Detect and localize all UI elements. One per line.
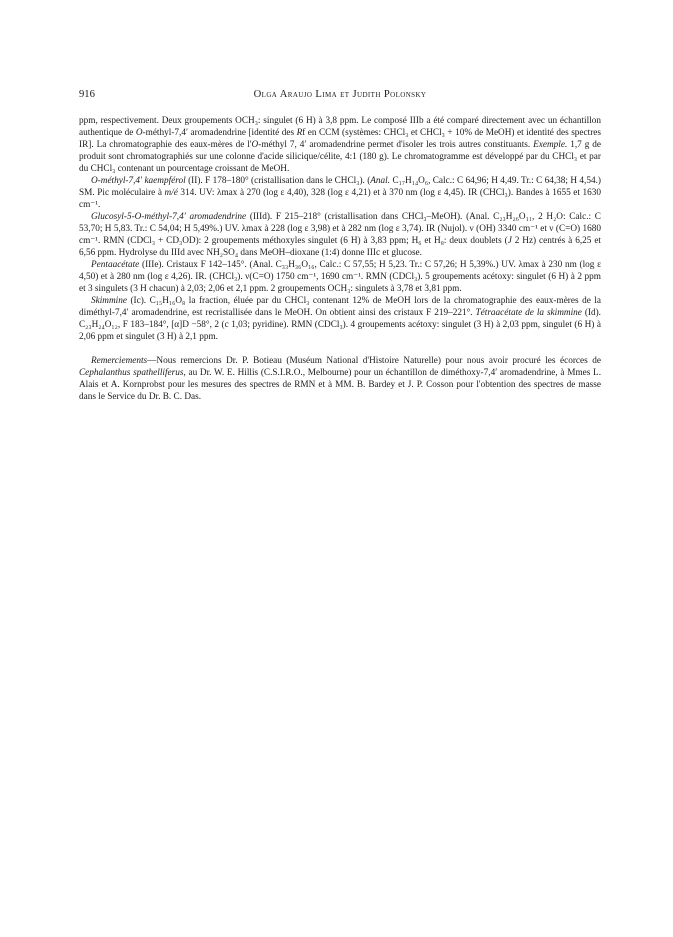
- italic-text: O: [135, 128, 143, 138]
- italic-text: Pentaacétate: [91, 260, 140, 270]
- text-run: (II). F 178–180° (cristallisation dans le CHCl₃). (: [185, 176, 371, 186]
- body-paragraph: [79, 115, 601, 175]
- page-number: 916: [79, 89, 95, 100]
- page-header: [79, 89, 601, 103]
- italic-text: Exemple.: [533, 140, 568, 150]
- text-run: C₁₇H₁₄O₆, Calc.: C 64,96; H 4,49. Tr.: C 64,38; H 4,54.) SM. Pic moléculaire à: [79, 176, 601, 198]
- body-paragraph: [79, 259, 601, 295]
- running-head: Olga Araujo Lima et Judith Polonsky: [253, 89, 427, 100]
- italic-text: O-méthyl-7,4′ kaempférol: [91, 176, 186, 186]
- text-run: ppm, respectivement. Deux groupements OCH₃: singulet (6 H) à 3,8 ppm. Le composé IIIb a été comparé directement avec un échantillon authentique de: [79, 116, 601, 138]
- italic-text: O: [251, 140, 259, 150]
- text-run: 2 Hz) centrés à 6,25 et 6,56 ppm. Hydrolyse du IIId avec NH₂SO₄ dans MeOH–dioxane (1:4) donne IIIc et glucose.: [79, 236, 601, 258]
- body-paragraph: [79, 175, 601, 211]
- text-run: -méthyl 7, 4′ aromadendrine permet d'isoler les trois autres constituants.: [258, 140, 534, 150]
- italic-text: Cephalanthus spathelliferus: [79, 368, 184, 378]
- italic-text: J: [507, 236, 512, 246]
- article-body: [79, 115, 601, 403]
- text-run: f en CCM (systèmes: CHCl₃ et CHCl₃ + 10% de MeOH) et identité des spectres IR]. La chromatographie des eaux-mères de l': [79, 128, 601, 150]
- italic-text: m/é: [164, 188, 178, 198]
- italic-text: Anal.: [370, 176, 391, 186]
- body-paragraph: [79, 211, 601, 259]
- text-run: (IIIe). Cristaux F 142–145°. (Anal. C₃₃H₃₆O₁₆, Calc.: C 57,55; H 5,23. Tr.: C 57,26; H 5,39%.) UV. λmax à 230 nm (log ε 4,50) et à 280 nm (log ε 4,26). IR. (CHCl₃). ν(C=O) 1750 cm⁻¹, 1690 cm⁻¹. RMN (CDCl₃). 5 groupements acétoxy: singulet (6 H) à 2 ppm et 3 singulets (3 H chacun) à 2,03; 2,06 et 2,1 ppm. 2 groupements OCH₃: singulets à 3,78 et 3,81 ppm.: [79, 260, 601, 294]
- text-run: (IIId). F 215–218° (cristallisation dans CHCl₃–MeOH). (Anal. C₂₃H₂₆O₁₁, 2 H₂O: Calc.: C 53,70; H 5,83. Tr.: C 54,04; H 5,49%.) UV. λmax à 228 (log ε 3,98) et à 282 nm (log ε 3,74). IR (Nujol). ν (OH) 3340 cm⁻¹ et ν (C=O) 1680 cm⁻¹. RMN (CDCl₃ + CD₃OD): 2 groupements méthoxyles singulet (6 H) à 3,83 ppm; H₆ et H₈: deux doublets (: [79, 212, 601, 246]
- text-run: 1,7 g de produit sont chromatographiés sur une colonne d'acide silicique/célite, 4:1 (180 g). Le chromatogramme est développé par du CHCl₃ et par du CHCl₃ contenant un pourcentage croissant de MeOH.: [79, 140, 601, 174]
- text-run: -méthyl-7,4′ aromadendrine [identité des: [142, 128, 297, 138]
- text-run: , au Dr. W. E. Hillis (C.S.I.R.O., Melbourne) pour un échantillon de diméthoxy-7,4′ aromadendrine, à Mmes L. Alais et A. Kornprobst pour les mesures des spectres de RMN et à MM. B. Bardey et J. P. Cosson pour l'obtention des spectres de masse dans le Service du Dr. B. C. Das.: [79, 368, 602, 402]
- italic-text: Glucosyl-5-O-méthyl-7,4′ aromadendrine: [91, 212, 247, 222]
- text-run: —Nous remercions Dr. P. Botieau (Muséum National d'Histoire Naturelle) pour nous avoir procuré les écorces de: [147, 356, 601, 366]
- italic-text: Skimmine: [91, 296, 127, 306]
- body-paragraph: [79, 295, 601, 343]
- italic-text: Remerciements: [91, 356, 148, 366]
- italic-text: R: [296, 128, 303, 138]
- text-run: 314. UV: λmax à 270 (log ε 4,40), 328 (log ε 4,21) et à 370 nm (log ε 4,45). IR (CHCl₃). Bandes à 1655 et 1630 cm⁻¹.: [79, 188, 601, 210]
- text-run: (Ic). C₁₅H₁₆O₈ la fraction, éluée par du CHCl₃ contenant 12% de MeOH lors de la chromatographie des eaux-mères de la diméthyl-7,4′ aromadendrine, est recristallisée dans le MeOH. On obtient ainsi des cristaux F 219–221°.: [79, 296, 601, 318]
- italic-text: Tétraacétate de la skimmine: [475, 308, 582, 318]
- text-run: (Id). C₂₃H₂₄O₁₂, F 183–184°, [α]D −58°, 2 (c 1,03; pyridine). RMN (CDCl₃). 4 groupements acétoxy: singulet (3 H) à 2,03 ppm, singulet (6 H) à 2,06 ppm et singulet (3 H) à 2,1 ppm.: [79, 308, 601, 342]
- acknowledgements-paragraph: [79, 355, 601, 403]
